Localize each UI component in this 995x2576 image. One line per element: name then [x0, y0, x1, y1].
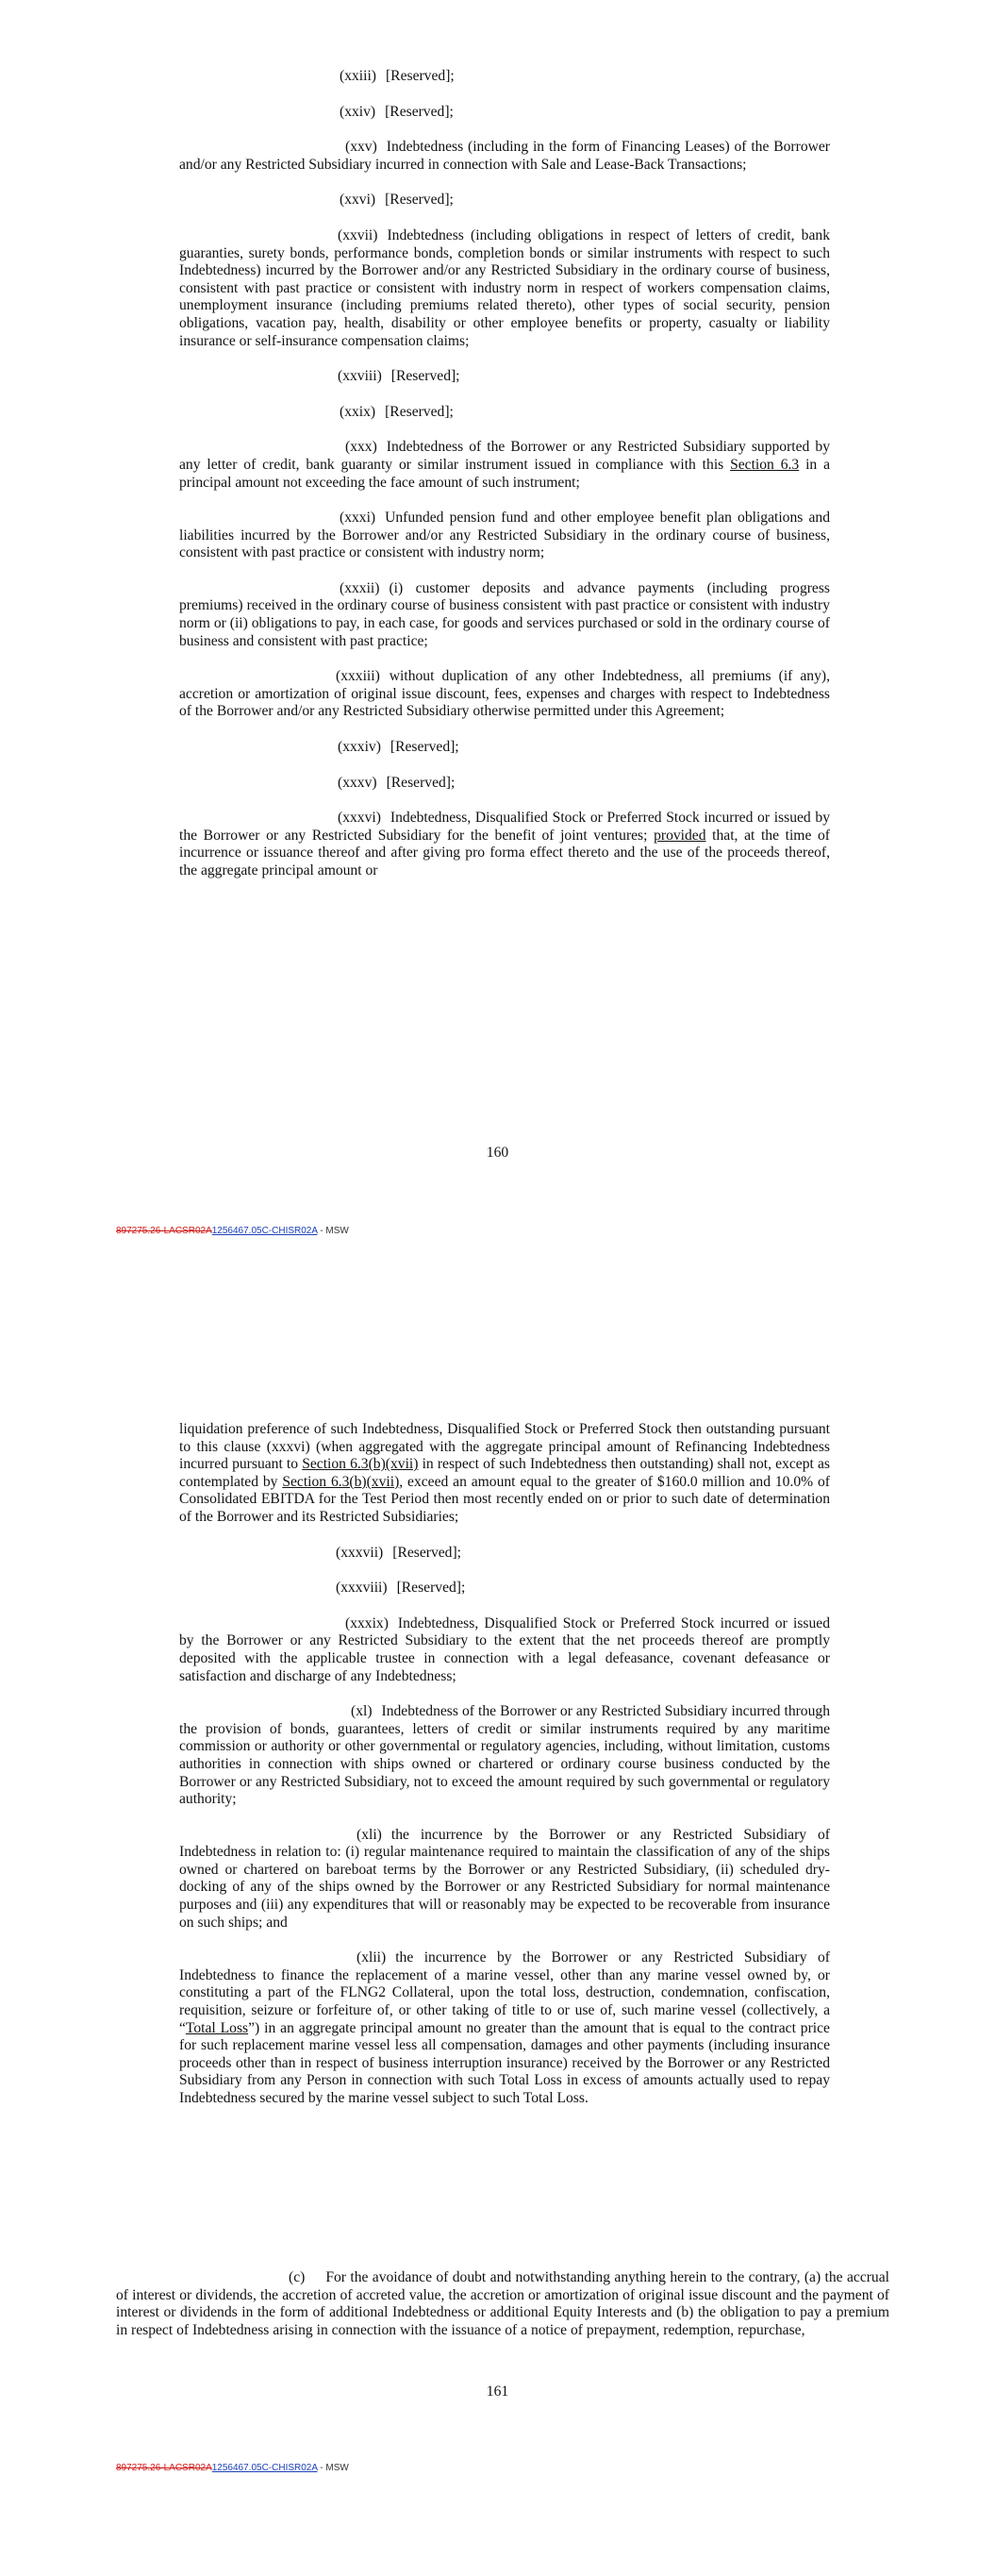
clause-xxxiv: (xxxiv) [Reserved];	[338, 739, 459, 756]
section-6-3-reference: Section 6.3	[730, 456, 800, 473]
total-loss-term: Total Loss	[185, 2019, 249, 2036]
document-footer: 897275.26-LACSR02A1256467.05C-CHISR02A - MSW	[116, 2463, 349, 2473]
clause-xxv: (xxv) Indebtedness (including in the form of Financing Leases) of the Borrower and/or any Restricted Subsidiary incurred in connection with Sale and Lease-Back Transactions;	[179, 139, 830, 173]
page-161	[0, 1288, 995, 2576]
section-6-3-b-xvii-reference: Section 6.3(b)(xvii)	[282, 1473, 400, 1490]
clause-xli: (xli) the incurrence by the Borrower or any Restricted Subsidiary of Indebtedness in relation to: (i) regular maintenance required to maintain the classification of any of the ships owned or chartered on bareboat terms by the Borrower or any Restricted Subsidiary, (ii) scheduled dry-docking of any of the ships owned by the Borrower or any Restricted Subsidiary for normal maintenance purposes and (iii) any expenditures that will or reasonably may be expected to be recoverable from insurance on such ships; and	[179, 1826, 830, 1931]
clause-c-block	[116, 2269, 889, 2357]
footer-deleted-id: 897275.26-LACSR02A	[116, 2463, 212, 2473]
footer-inserted-id: 1256467.05C-CHISR02A	[211, 1226, 318, 1236]
clause-xl: (xl) Indebtedness of the Borrower or any Restricted Subsidiary incurred through the provision of bonds, guarantees, letters of credit or similar instruments required by any maritime commission or authority or other governmental or regulatory agencies, including, without limitation, customs authorities in connection with ships owned or chartered or ordinary course business conducted by the Borrower or any Restricted Subsidiary, not to exceed the amount required by such governmental or regulatory authority;	[179, 1703, 830, 1808]
clause-xxxvii: (xxxvii) [Reserved];	[336, 1544, 461, 1561]
footer-inserted-id: 1256467.05C-CHISR02A	[211, 2463, 318, 2473]
document-footer: 897275.26-LACSR02A1256467.05C-CHISR02A - MSW	[116, 1226, 349, 1236]
clause-xxviii: (xxviii) [Reserved];	[338, 368, 460, 385]
clause-xxiv: (xxiv) [Reserved];	[340, 103, 454, 120]
page-number: 161	[486, 2384, 509, 2400]
clause-xlii: (xlii) the incurrence by the Borrower or any Restricted Subsidiary of Indebtedness to finance the replacement of a marine vessel, other than any marine vessel owned by, or constituting a part of the FLNG2 Collateral, upon the total loss, destruction, condemnation, confiscation, requisition, seizure or forfeiture of, or other taking of title to or use of, such marine vessel (collectively, a “Total Loss”) in an aggregate principal amount no greater than the amount that is equal to the contract price for such replacement marine vessel less all compensation, damages and other payments (including insurance proceeds other than in respect of business interruption insurance) received by the Borrower or any Restricted Subsidiary from any Person in connection with such Total Loss in excess of amounts actually used to repay Indebtedness secured by the marine vessel subject to such Total Loss.	[179, 1949, 830, 2106]
clause-xxxviii: (xxxviii) [Reserved];	[336, 1580, 466, 1597]
page-number: 160	[486, 1145, 509, 1161]
page-161-body	[179, 1421, 830, 2126]
clause-xxxv: (xxxv) [Reserved];	[338, 774, 456, 791]
clause-xxxiii: (xxxiii) without duplication of any other Indebtedness, all premiums (if any), accretion or amortization of original issue discount, fees, expenses and charges with respect to Indebtedness of the Borrower and/or any Restricted Subsidiary otherwise permitted under this Agreement;	[179, 668, 830, 720]
page-160-body	[179, 68, 830, 898]
provided-term: provided	[654, 827, 706, 844]
clause-xxxi: (xxxi) Unfunded pension fund and other employee benefit plan obligations and liabilities incurred by the Borrower and/or any Restricted Subsidiary in the ordinary course of business, consistent with past practice or consistent with industry norm;	[179, 510, 830, 561]
clause-xxix: (xxix) [Reserved];	[340, 403, 454, 420]
clause-xxvi: (xxvi) [Reserved];	[340, 192, 454, 209]
clause-xxxix: (xxxix) Indebtedness, Disqualified Stock or Preferred Stock incurred or issued by the Borrower or any Restricted Subsidiary to the extent that the net proceeds thereof are promptly deposited with the applicable trustee in connection with a legal defeasance, covenant defeasance or satisfaction and discharge of any Indebtedness;	[179, 1614, 830, 1684]
clause-c: (c) For the avoidance of doubt and notwithstanding anything herein to the contrary, (a) the accrual of interest or dividends, the accretion of accreted value, the accretion or amortization of original issue discount and the payment of interest or dividends in the form of additional Indebtedness or additional Equity Interests and (b) the obligation to pay a premium in respect of Indebtedness arising in connection with the issuance of a notice of prepayment, redemption, repurchase,	[116, 2269, 889, 2338]
clause-xxx: (xxx) Indebtedness of the Borrower or any Restricted Subsidiary supported by any letter of credit, bank guaranty or similar instrument issued in compliance with this Section 6.3 in a principal amount not exceeding the face amount of such instrument;	[179, 439, 830, 491]
section-6-3-b-xvii-reference: Section 6.3(b)(xvii)	[302, 1456, 419, 1473]
clause-xxxvi: (xxxvi) Indebtedness, Disqualified Stock or Preferred Stock incurred or issued by the Borrower or any Restricted Subsidiary for the benefit of joint ventures; provided that, at the time of incurrence or issuance thereof and after giving pro forma effect thereto and the use of the proceeds thereof, the aggregate principal amount or	[179, 810, 830, 878]
clause-xxvii: (xxvii) Indebtedness (including obligations in respect of letters of credit, bank guaranties, surety bonds, performance bonds, completion bonds or similar instruments with respect to such Indebtedness) incurred by the Borrower and/or any Restricted Subsidiary in the ordinary course of business, consistent with past practice or consistent with industry norm in respect of workers compensation claims, unemployment insurance (including premiums related thereto), other types of social security, pension obligations, vacation pay, health, disability or other employee benefits or property, casualty or liability insurance or self-insurance compensation claims;	[179, 226, 830, 349]
clause-xxxii: (xxxii) (i) customer deposits and advance payments (including progress premiums) received in the ordinary course of business consistent with past practice or consistent with industry norm or (ii) obligations to pay, in each case, for goods and services purchased or sold in the ordinary course of business and consistent with past practice;	[179, 579, 830, 649]
clause-xxiii: (xxiii) [Reserved];	[340, 68, 455, 84]
footer-deleted-id: 897275.26-LACSR02A	[116, 1226, 212, 1236]
clause-xxxvi-continuation: liquidation preference of such Indebtedness, Disqualified Stock or Preferred Stock then outstanding pursuant to this clause (xxxvi) (when aggregated with the aggregate principal amount of Refinancing Indebtedness incurred pursuant to Section 6.3(b)(xvii) in respect of such Indebtedness then outstanding) shall not, except as contemplated by Section 6.3(b)(xvii), exceed an amount equal to the greater of $160.0 million and 10.0% of Consolidated EBITDA for the Test Period then most recently ended on or prior to such date of determination of the Borrower and its Restricted Subsidiaries;	[179, 1421, 830, 1525]
